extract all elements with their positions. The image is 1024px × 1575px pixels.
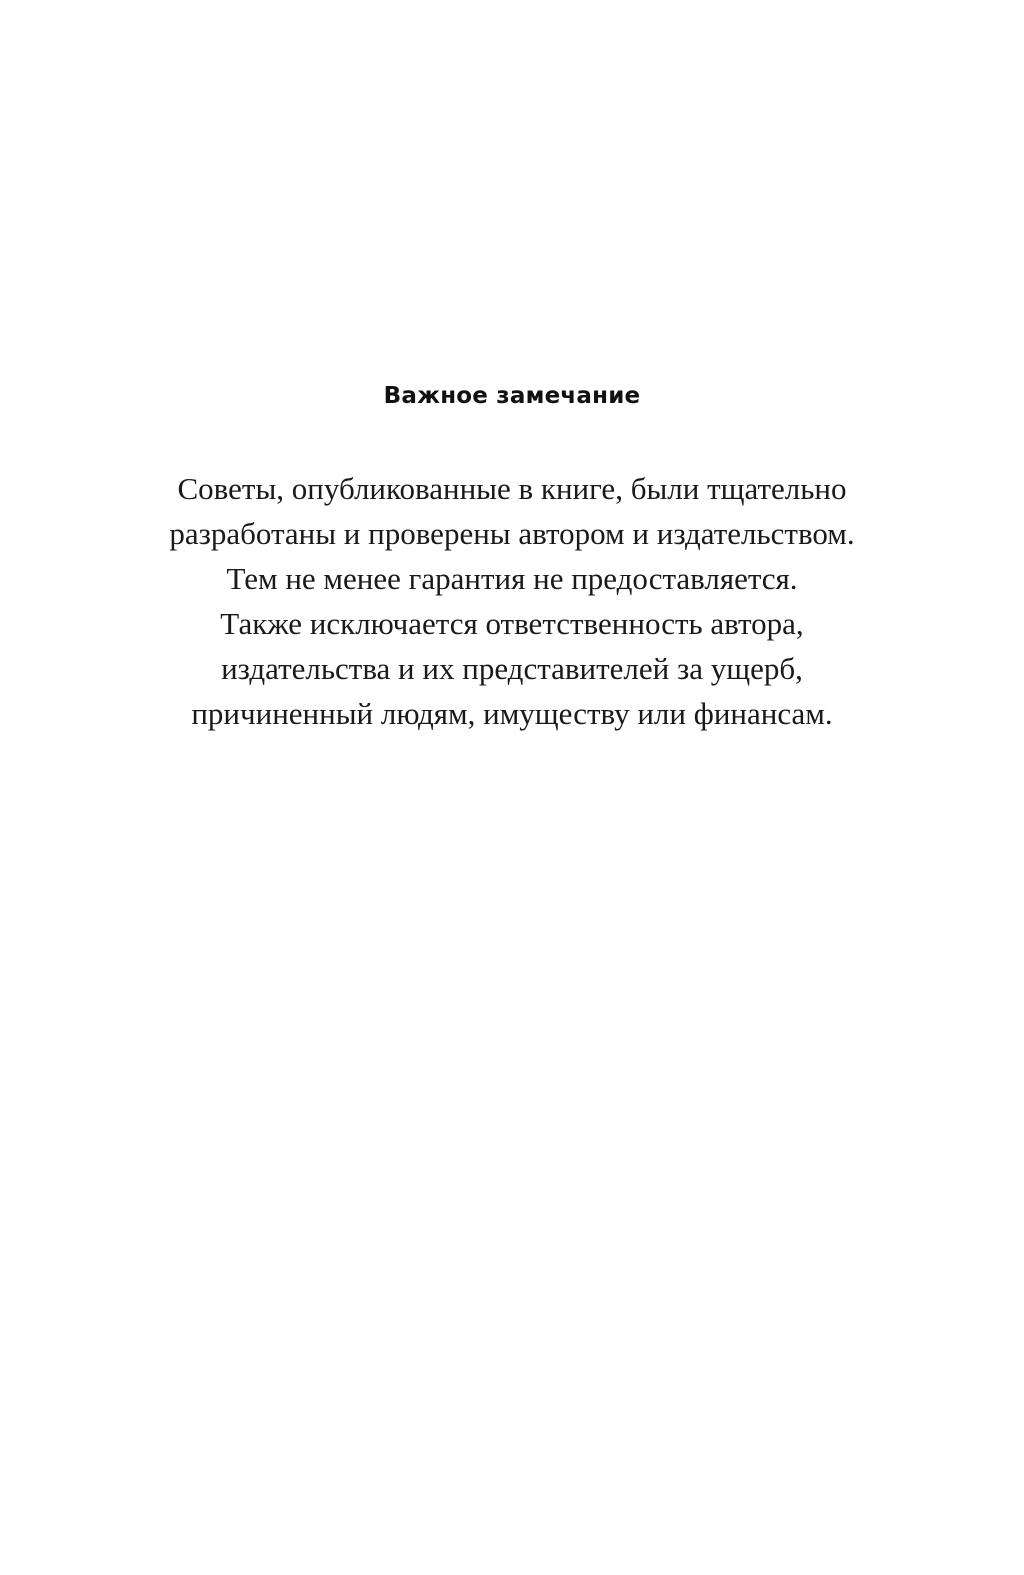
notice-line-3: Тем не менее гарантия не предоставляется.	[226, 561, 798, 596]
notice-line-2: разработаны и проверены автором и издательством.	[169, 516, 855, 551]
notice-line-4: Также исключается ответственность автора,	[220, 606, 804, 641]
notice-line-5: издательства и их представителей за ущерб,	[221, 651, 803, 686]
notice-line-1: Советы, опубликованные в книге, были тщательно	[177, 471, 847, 506]
notice-heading: Важное замечание	[383, 383, 641, 409]
notice-body	[0, 466, 1024, 736]
notice-line-6: причиненный людям, имуществу или финансам.	[191, 696, 833, 731]
